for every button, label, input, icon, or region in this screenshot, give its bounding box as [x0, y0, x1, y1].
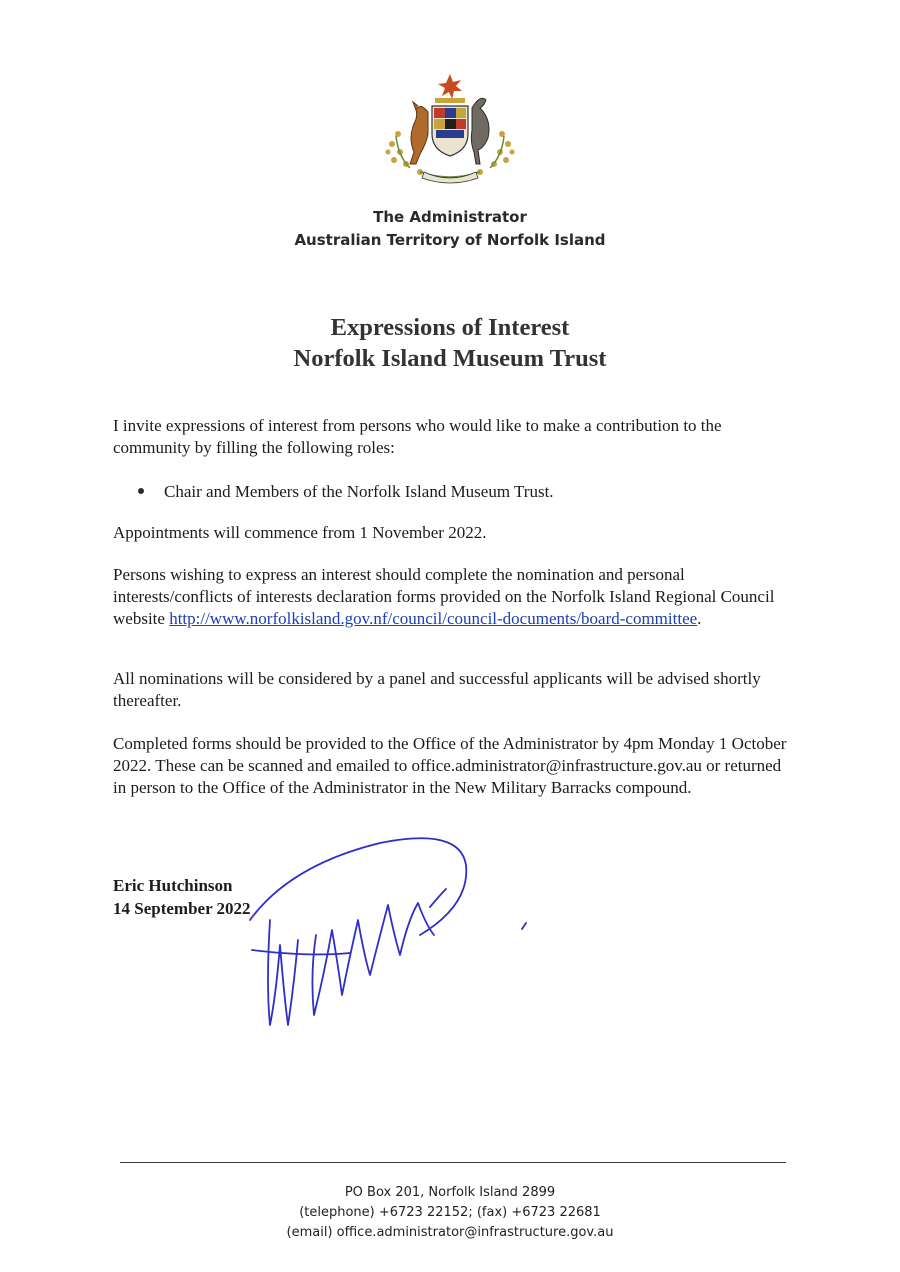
footer-phone: (telephone) +6723 22152; (fax) +6723 22681	[299, 1205, 601, 1220]
coat-of-arms-icon	[380, 72, 520, 187]
document-subtitle: Norfolk Island Museum Trust	[293, 345, 607, 372]
instructions-end: .	[697, 609, 702, 628]
appointments-paragraph: Appointments will commence from 1 November 2022.	[113, 523, 487, 542]
bullet-icon	[138, 488, 144, 494]
letterhead-subtitle: Australian Territory of Norfolk Island	[294, 231, 606, 249]
submission-paragraph: Completed forms should be provided to the Office of the Administrator by 4pm Monday 1 October 2022. These can be scanned and emailed to office.administrator@infrastructure.gov.au or returned in person to the Office of the Administrator in the New Military Barracks compound.	[113, 734, 787, 797]
nominations-paragraph: All nominations will be considered by a panel and successful applicants will be advised shortly thereafter.	[113, 669, 761, 710]
role-text: Chair and Members of the Norfolk Island Museum Trust.	[164, 482, 554, 501]
signature-date: 14 September 2022	[113, 899, 251, 918]
invitation-paragraph: I invite expressions of interest from persons who would like to make a contribution to the community by filling the following roles:	[113, 416, 722, 457]
roles-list-item	[138, 481, 554, 503]
instructions-paragraph	[113, 564, 793, 630]
footer-email: (email) office.administrator@infrastructure.gov.au	[286, 1225, 614, 1240]
document-title: Expressions of Interest	[330, 314, 570, 341]
instructions-text: Persons wishing to express an interest should complete the nomination and personal interests/conflicts of interests declaration forms provided on the Norfolk Island Regional Council website	[113, 565, 775, 628]
footer-divider	[120, 1162, 786, 1163]
signatory-name: Eric Hutchinson	[113, 876, 233, 895]
footer-address: PO Box 201, Norfolk Island 2899	[344, 1185, 556, 1200]
council-website-link[interactable]: http://www.norfolkisland.gov.nf/council/council-documents/board-committee	[169, 609, 698, 628]
handwritten-signature	[230, 825, 550, 1040]
letterhead-title: The Administrator	[373, 208, 527, 226]
